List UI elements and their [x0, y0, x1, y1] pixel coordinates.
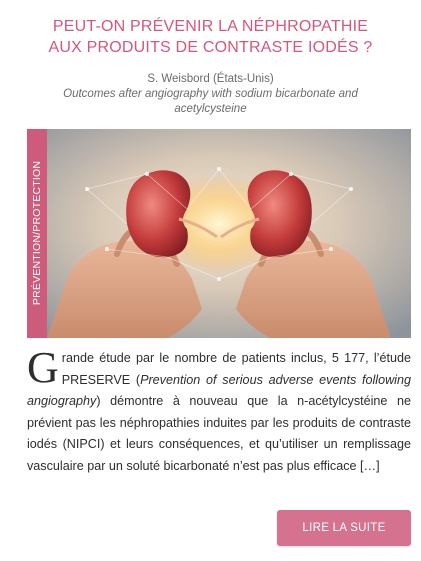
article-author: S. Weisbord (États-Unis) [147, 73, 274, 85]
drop-cap: G [27, 343, 59, 392]
excerpt-italic: Prevention of serious adverse events following angiography [27, 372, 411, 409]
article-title [0, 16, 421, 58]
article-title-line-1: PEUT-ON PRÉVENIR LA NÉPHROPATHIE [52, 18, 369, 35]
category-tab [27, 129, 47, 338]
category-label: PRÉVENTION/PROTECTION [31, 160, 43, 306]
article-title-line-2: AUX PRODUITS DE CONTRASTE IODÉS ? [48, 39, 373, 56]
hands-holding-kidneys-illustration [27, 129, 411, 338]
hero-image [27, 129, 411, 338]
excerpt-part-1: rande étude par le nombre de patients inclus, 5 177, l’étude PRESERVE ( [61, 351, 411, 387]
article-subtitle: Outcomes after angiography with sodium bicarbonate and acetylcysteine [63, 88, 358, 115]
article-excerpt [27, 343, 411, 478]
read-more-button[interactable]: LIRE LA SUITE [277, 510, 411, 546]
excerpt-part-2: ) démontre à nouveau que la n-acétylcystéine ne prévient pas les néphropathies induites par les produits de contraste iodés (NIPCI) et leurs conséquences, et qu’utiliser un remplissage vasculaire par un soluté bicarbonaté n’est pas plus efficace […] [27, 394, 411, 473]
